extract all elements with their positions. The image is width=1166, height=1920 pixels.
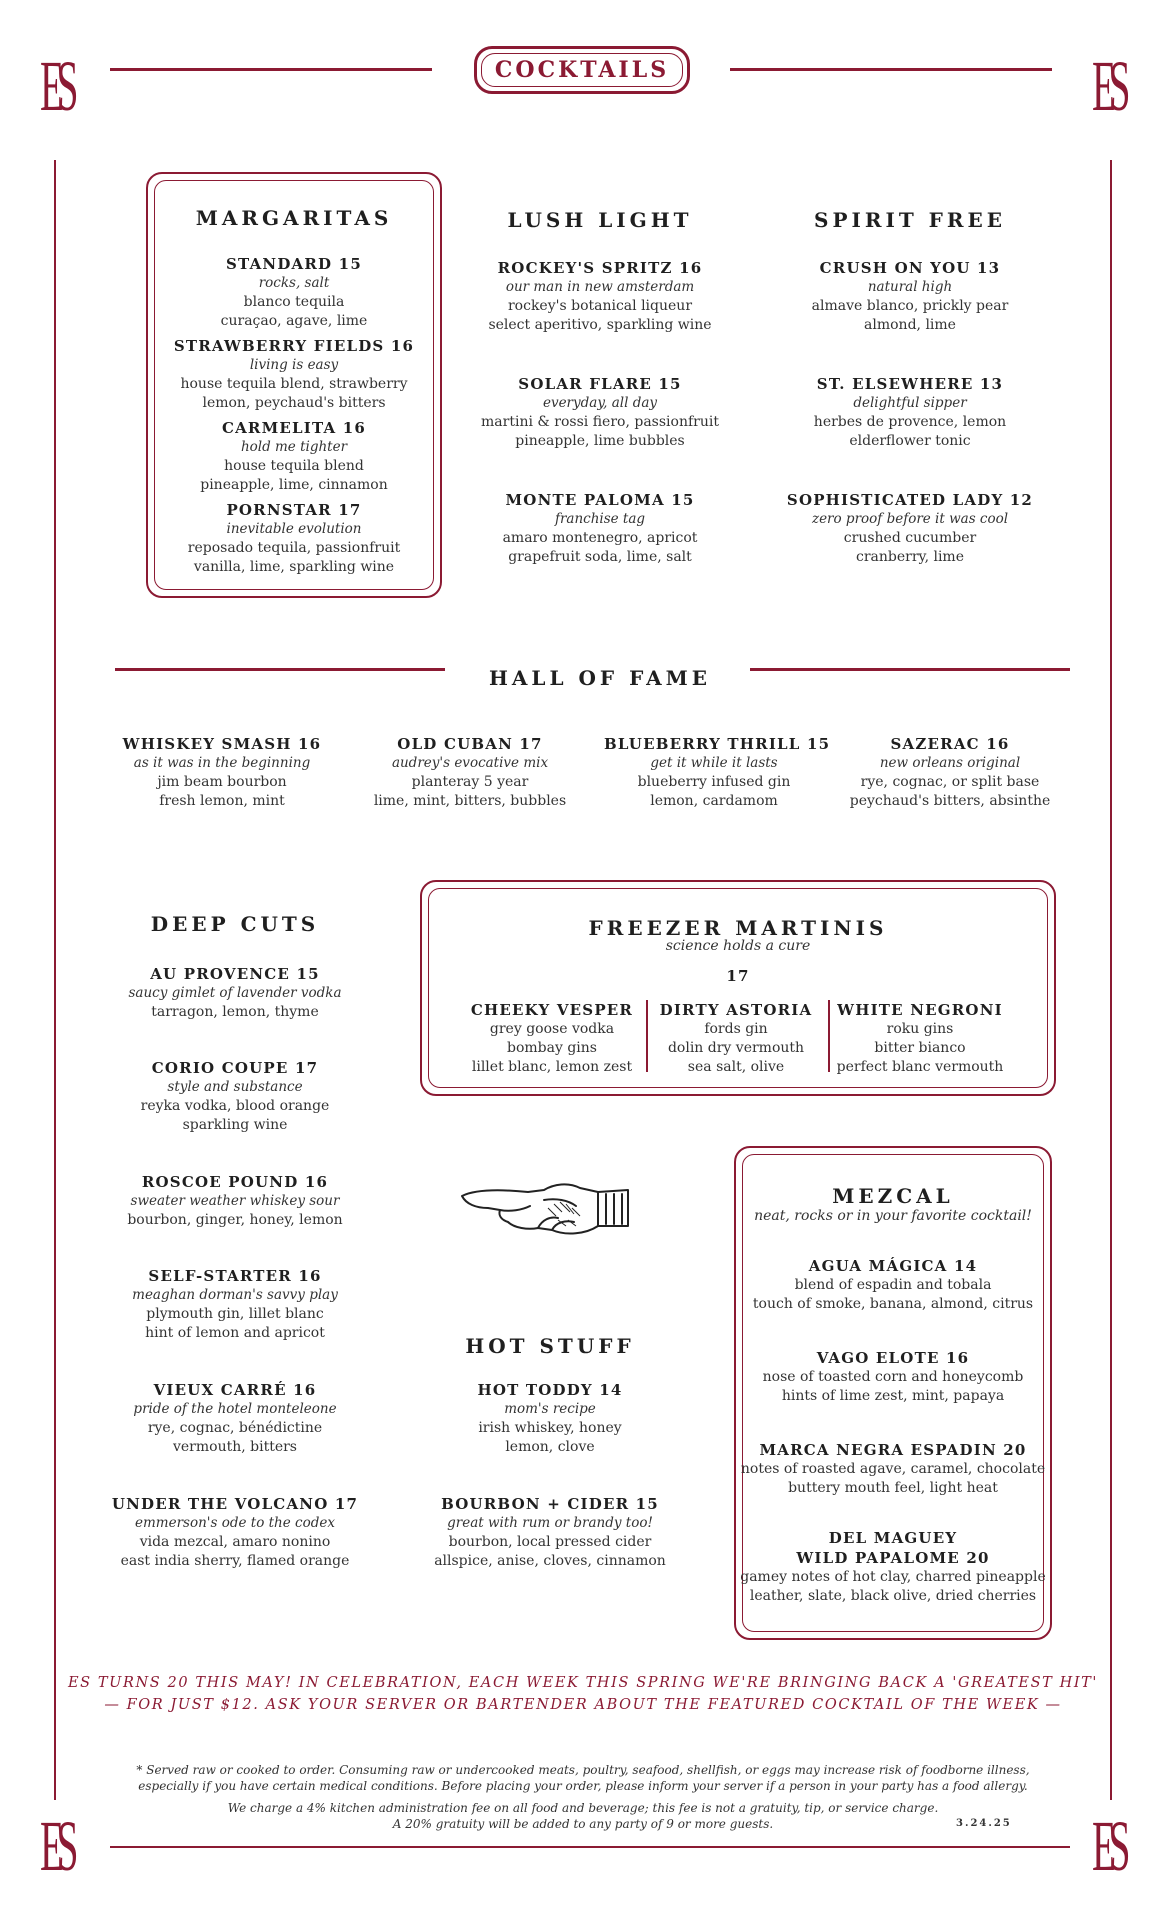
menu-item (85, 964, 385, 1022)
item-ingredients: plymouth gin, lillet blanc (146, 1306, 324, 1322)
hall-of-fame-title: HALL OF FAME (488, 666, 711, 690)
item-tagline: living is easy (249, 357, 339, 373)
left-border-rule (54, 160, 56, 1800)
item-ingredients: pineapple, lime, cinnamon (200, 477, 388, 493)
menu-item (85, 1172, 385, 1230)
item-ingredients: sparkling wine (182, 1117, 288, 1133)
item-ingredients: almond, lime (864, 317, 956, 333)
item-ingredients: lemon, cardamom (650, 793, 778, 809)
item-name: BOURBON + CIDER 15 (441, 1495, 659, 1513)
item-ingredients: perfect blanc vermouth (836, 1059, 1004, 1075)
spirit-free-title: SPIRIT FREE (814, 208, 1006, 232)
footer-disclaimer-2: especially if you have certain medical conditions. Before placing your order, please inform your server if a person in your party has a food allergy. (138, 1779, 1028, 1793)
menu-item (646, 1000, 826, 1077)
margaritas-title: MARGARITAS (195, 206, 393, 230)
item-name: OLD CUBAN 17 (397, 735, 543, 753)
item-tagline: audrey's evocative mix (391, 755, 549, 771)
menu-item (734, 1256, 1052, 1314)
item-ingredients: sea salt, olive (687, 1059, 785, 1075)
item-tagline: delightful sipper (853, 395, 967, 411)
item-name: AGUA MÁGICA 14 (808, 1257, 978, 1275)
footer-disclaimer-1: * Served raw or cooked to order. Consuming raw or undercooked meats, poultry, seafood, shellfish, or eggs may increase risk of foodborne illness, (136, 1763, 1030, 1777)
item-ingredients: amaro montenegro, apricot (502, 530, 698, 546)
footer-fee-note: We charge a 4% kitchen administration fee on all food and beverage; this fee is not a gratuity, tip, or service charge. (227, 1801, 939, 1815)
item-ingredients: lillet blanc, lemon zest (471, 1059, 633, 1075)
item-ingredients: crushed cucumber (843, 530, 977, 546)
pointing-hand-icon (458, 1176, 632, 1238)
item-ingredients: elderflower tonic (849, 433, 971, 449)
item-name: AU PROVENCE 15 (150, 965, 320, 983)
menu-item (450, 374, 750, 451)
item-ingredients: rye, cognac, bénédictine (147, 1420, 323, 1436)
page-title: COCKTAILS (494, 57, 670, 83)
item-tagline: style and substance (167, 1079, 303, 1095)
item-name: ST. ELSEWHERE 13 (816, 375, 1004, 393)
menu-item (360, 734, 580, 811)
item-ingredients: hint of lemon and apricot (145, 1325, 325, 1341)
menu-item (760, 258, 1060, 335)
item-ingredients: bitter bianco (874, 1040, 966, 1056)
item-ingredients: reyka vodka, blood orange (140, 1098, 330, 1114)
item-ingredients: jim beam bourbon (157, 774, 287, 790)
item-name: BLUEBERRY THRILL 15 (604, 735, 831, 753)
menu-item (146, 254, 442, 331)
item-ingredients: fresh lemon, mint (159, 793, 285, 809)
item-ingredients: touch of smoke, banana, almond, citrus (752, 1296, 1034, 1312)
menu-item (146, 418, 442, 495)
item-name: CHEEKY VESPER (470, 1001, 634, 1019)
item-ingredients: bombay gins (507, 1040, 597, 1056)
item-name: SOLAR FLARE 15 (518, 375, 682, 393)
item-ingredients: vida mezcal, amaro nonino (139, 1534, 331, 1550)
lush-light-title: LUSH LIGHT (507, 208, 693, 232)
footer-rule (110, 1846, 1070, 1848)
item-name: PORNSTAR 17 (226, 501, 362, 519)
menu-item (604, 734, 831, 811)
item-ingredients: lemon, clove (505, 1439, 595, 1455)
menu-item (146, 336, 442, 413)
hof-rule-right (750, 668, 1070, 671)
menu-item (85, 1380, 385, 1457)
item-ingredients: dolin dry vermouth (667, 1040, 805, 1056)
item-name: MONTE PALOMA 15 (505, 491, 695, 509)
freezer-martinis-title: FREEZER MARTINIS (588, 916, 888, 940)
item-ingredients: cranberry, lime (856, 549, 964, 565)
item-name: SOPHISTICATED LADY 12 (786, 491, 1034, 509)
anniversary-banner-line1: ES TURNS 20 THIS MAY! IN CELEBRATION, EACH WEEK THIS SPRING WE'RE BRINGING BACK A 'GREATEST HIT' (67, 1675, 1099, 1691)
header-rule-right (730, 68, 1052, 71)
item-ingredients: irish whiskey, honey (478, 1420, 622, 1436)
hof-rule-left (115, 668, 445, 671)
menu-item (400, 1380, 700, 1457)
anniversary-banner-line2: — FOR JUST $12. ASK YOUR SERVER OR BARTENDER ABOUT THE FEATURED COCKTAIL OF THE WEEK — (104, 1697, 1062, 1713)
item-ingredients: fords gin (704, 1021, 768, 1037)
deep-cuts-title: DEEP CUTS (150, 912, 320, 936)
item-name-line2: WILD PAPALOME 20 (796, 1549, 990, 1567)
item-ingredients: allspice, anise, cloves, cinnamon (434, 1553, 666, 1569)
header-rule-left (110, 68, 432, 71)
logo-bottom-left: ES (40, 1806, 71, 1886)
right-border-rule (1110, 160, 1112, 1800)
item-ingredients: bourbon, local pressed cider (448, 1534, 652, 1550)
item-name: CARMELITA 16 (221, 419, 367, 437)
item-name: UNDER THE VOLCANO 17 (111, 1495, 359, 1513)
menu-item (450, 490, 750, 567)
item-ingredients: rockey's botanical liqueur (507, 298, 693, 314)
item-tagline: meaghan dorman's savvy play (132, 1287, 338, 1303)
item-ingredients: select aperitivo, sparkling wine (488, 317, 712, 333)
item-tagline: as it was in the beginning (133, 755, 311, 771)
item-ingredients: blueberry infused gin (637, 774, 791, 790)
item-name: STANDARD 15 (226, 255, 362, 273)
item-name: ROSCOE POUND 16 (141, 1173, 329, 1191)
menu-item (840, 734, 1060, 811)
item-ingredients: roku gins (886, 1021, 954, 1037)
item-tagline: get it while it lasts (650, 755, 778, 771)
menu-item (734, 1440, 1052, 1498)
item-ingredients: curaçao, agave, lime (220, 313, 368, 329)
item-tagline: franchise tag (554, 511, 646, 527)
item-tagline: new orleans original (879, 755, 1021, 771)
item-ingredients: buttery mouth feel, light heat (788, 1480, 998, 1496)
menu-item (146, 500, 442, 577)
item-name: DIRTY ASTORIA (659, 1001, 813, 1019)
item-name: SAZERAC 16 (890, 735, 1010, 753)
menu-date: 3.24.25 (956, 1818, 1012, 1829)
item-name: HOT TODDY 14 (477, 1381, 623, 1399)
item-tagline: everyday, all day (542, 395, 658, 411)
item-tagline: emmerson's ode to the codex (135, 1515, 335, 1531)
logo-bottom-right: ES (1092, 1806, 1123, 1886)
cocktails-badge (474, 46, 690, 94)
item-ingredients: almave blanco, prickly pear (811, 298, 1009, 314)
freezer-martinis-subtitle: science holds a cure (665, 938, 811, 954)
item-ingredients: leather, slate, black olive, dried cherries (749, 1588, 1037, 1604)
item-name: DEL MAGUEY (828, 1529, 958, 1547)
item-ingredients: gamey notes of hot clay, charred pineapple (740, 1569, 1046, 1585)
item-ingredients: pineapple, lime bubbles (515, 433, 685, 449)
item-name: WHISKEY SMASH 16 (122, 735, 322, 753)
item-name: VAGO ELOTE 16 (816, 1349, 970, 1367)
item-name: VIEUX CARRÉ 16 (153, 1381, 317, 1399)
item-tagline: zero proof before it was cool (811, 511, 1009, 527)
item-ingredients: blanco tequila (243, 294, 345, 310)
hot-stuff-title: HOT STUFF (465, 1334, 635, 1358)
menu-item (462, 1000, 642, 1077)
item-name: SELF-STARTER 16 (148, 1267, 322, 1285)
item-ingredients: grapefruit soda, lime, salt (508, 549, 692, 565)
item-ingredients: blend of espadin and tobala (794, 1277, 992, 1293)
item-tagline: hold me tighter (240, 439, 348, 455)
menu-item (760, 374, 1060, 451)
item-tagline: inevitable evolution (226, 521, 362, 537)
item-ingredients: peychaud's bitters, absinthe (849, 793, 1051, 809)
mezcal-subtitle: neat, rocks or in your favorite cocktail! (754, 1208, 1032, 1224)
item-ingredients: planteray 5 year (411, 774, 529, 790)
logo-top-left: ES (40, 46, 71, 126)
item-ingredients: hints of lime zest, mint, papaya (781, 1388, 1005, 1404)
item-ingredients: tarragon, lemon, thyme (151, 1004, 319, 1020)
menu-item (85, 1058, 385, 1135)
item-ingredients: bourbon, ginger, honey, lemon (127, 1212, 343, 1228)
item-name: STRAWBERRY FIELDS 16 (173, 337, 415, 355)
item-ingredients: nose of toasted corn and honeycomb (762, 1369, 1024, 1385)
menu-item (85, 1266, 385, 1343)
item-ingredients: grey goose vodka (489, 1021, 615, 1037)
item-name: MARCA NEGRA ESPADIN 20 (759, 1441, 1027, 1459)
item-tagline: pride of the hotel monteleone (133, 1401, 337, 1417)
item-tagline: rocks, salt (258, 275, 330, 291)
item-ingredients: rye, cognac, or split base (860, 774, 1040, 790)
item-ingredients: notes of roasted agave, caramel, chocolate (740, 1461, 1046, 1477)
item-name: CRUSH ON YOU 13 (819, 259, 1001, 277)
footer-gratuity-note: A 20% gratuity will be added to any party of 9 or more guests. (392, 1817, 774, 1831)
item-ingredients: house tequila blend, strawberry (180, 376, 408, 392)
mezcal-title: MEZCAL (832, 1184, 954, 1208)
item-ingredients: vermouth, bitters (172, 1439, 297, 1455)
item-tagline: great with rum or brandy too! (447, 1515, 653, 1531)
item-tagline: natural high (867, 279, 953, 295)
item-ingredients: reposado tequila, passionfruit (187, 540, 401, 556)
logo-top-right: ES (1092, 46, 1123, 126)
item-ingredients: herbes de provence, lemon (813, 414, 1007, 430)
menu-item (830, 1000, 1010, 1077)
item-name: WHITE NEGRONI (837, 1001, 1003, 1019)
item-ingredients: martini & rossi fiero, passionfruit (481, 414, 719, 430)
item-ingredients: lemon, peychaud's bitters (202, 395, 386, 411)
item-ingredients: vanilla, lime, sparkling wine (193, 559, 395, 575)
item-ingredients: lime, mint, bitters, bubbles (373, 793, 567, 809)
item-tagline: our man in new amsterdam (505, 279, 695, 295)
freezer-martinis-price: 17 (726, 967, 750, 985)
item-ingredients: east india sherry, flamed orange (120, 1553, 350, 1569)
menu-item (734, 1528, 1052, 1606)
item-ingredients: house tequila blend (224, 458, 364, 474)
item-tagline: mom's recipe (504, 1401, 596, 1417)
menu-item (400, 1494, 700, 1571)
menu-item (112, 734, 332, 811)
item-tagline: saucy gimlet of lavender vodka (128, 985, 342, 1001)
item-name: CORIO COUPE 17 (151, 1059, 319, 1077)
item-name: ROCKEY'S SPRITZ 16 (497, 259, 703, 277)
item-tagline: sweater weather whiskey sour (130, 1193, 340, 1209)
menu-item (734, 1348, 1052, 1406)
menu-item (450, 258, 750, 335)
menu-item (760, 490, 1060, 567)
menu-item (85, 1494, 385, 1571)
